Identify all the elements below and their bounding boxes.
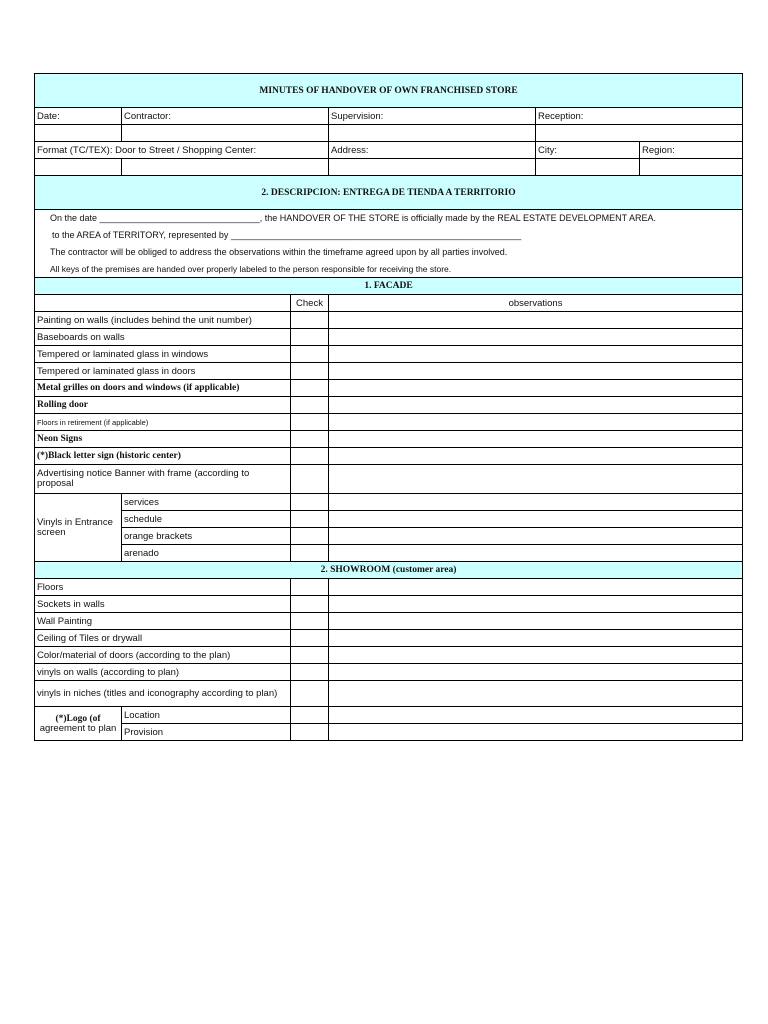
reception-label: Reception: [536,108,743,125]
observation-cell[interactable] [329,312,743,329]
handover-form [34,73,742,741]
region-field[interactable] [640,159,743,176]
facade-item: Painting on walls (includes behind the unit number) [35,312,291,329]
city-field[interactable] [536,159,640,176]
description-line-3: The contractor will be obliged to address the observations within the timeframe agreed upon by all parties involved. [35,244,743,261]
check-cell[interactable] [291,681,329,707]
facade-item: Tempered or laminated glass in doors [35,363,291,380]
description-line-1: On the date ________________________________, the HANDOVER OF THE STORE is officially made by the REAL ESTATE DEVELOPMENT AREA. [35,210,743,227]
vinyls-item: orange brackets [122,528,291,545]
check-cell[interactable] [291,647,329,664]
observation-cell[interactable] [329,494,743,511]
observation-cell[interactable] [329,707,743,724]
observation-cell[interactable] [329,579,743,596]
showroom-item: vinyls in niches (titles and iconography according to plan) [35,681,291,707]
observation-cell[interactable] [329,448,743,465]
observation-cell[interactable] [329,681,743,707]
observation-cell[interactable] [329,511,743,528]
check-cell[interactable] [291,465,329,494]
facade-item-header [35,295,291,312]
observation-cell[interactable] [329,414,743,431]
observation-cell[interactable] [329,380,743,397]
check-cell[interactable] [291,380,329,397]
observation-cell[interactable] [329,647,743,664]
observation-cell[interactable] [329,363,743,380]
facade-item: (*)Black letter sign (historic center) [35,448,291,465]
format-field[interactable] [35,159,122,176]
date-label: Date: [35,108,122,125]
observation-cell[interactable] [329,724,743,741]
observation-cell[interactable] [329,613,743,630]
check-cell[interactable] [291,431,329,448]
observation-cell[interactable] [329,630,743,647]
vinyls-item: schedule [122,511,291,528]
description-line-4: All keys of the premises are handed over properly labeled to the person responsible for receiving the store. [35,261,743,278]
logo-label-rest: agreement to plan [39,722,117,734]
check-cell[interactable] [291,494,329,511]
contractor-label: Contractor: [122,108,329,125]
observation-cell[interactable] [329,465,743,494]
check-cell[interactable] [291,346,329,363]
check-cell[interactable] [291,414,329,431]
check-cell[interactable] [291,329,329,346]
check-cell[interactable] [291,545,329,562]
city-label: City: [536,142,640,159]
observation-cell[interactable] [329,596,743,613]
format-field-2[interactable] [122,159,329,176]
region-label: Region: [640,142,743,159]
check-column-header: Check [291,295,329,312]
showroom-item: Sockets in walls [35,596,291,613]
facade-item: Rolling door [35,397,291,414]
check-cell[interactable] [291,664,329,681]
showroom-item: Wall Painting [35,613,291,630]
description-line-2: to the AREA of TERRITORY, represented by __________________________________________________________ [35,227,743,244]
observation-cell[interactable] [329,397,743,414]
form-table [34,73,743,741]
contractor-field[interactable] [122,125,329,142]
address-field[interactable] [329,159,536,176]
address-label: Address: [329,142,536,159]
check-cell[interactable] [291,511,329,528]
facade-item: Baseboards on walls [35,329,291,346]
observation-cell[interactable] [329,431,743,448]
vinyls-item: arenado [122,545,291,562]
showroom-item: Ceiling of Tiles or drywall [35,630,291,647]
format-label: Format (TC/TEX): Door to Street / Shopping Center: [35,142,329,159]
facade-section-title: 1. FACADE [35,278,743,295]
observation-cell[interactable] [329,664,743,681]
observation-cell[interactable] [329,346,743,363]
showroom-section-title: 2. SHOWROOM (customer area) [35,562,743,579]
form-title: MINUTES OF HANDOVER OF OWN FRANCHISED STORE [35,74,743,108]
check-cell[interactable] [291,707,329,724]
check-cell[interactable] [291,363,329,380]
vinyls-group-label: Vinyls in Entrance screen [35,494,122,562]
check-cell[interactable] [291,724,329,741]
facade-item: Tempered or laminated glass in windows [35,346,291,363]
description-section-title: 2. DESCRIPCION: ENTREGA DE TIENDA A TERRITORIO [35,176,743,210]
logo-label-bold: (*)Logo (of [55,713,101,724]
facade-item: Floors in retirement (if applicable) [35,414,291,431]
check-cell[interactable] [291,613,329,630]
check-cell[interactable] [291,579,329,596]
supervision-field[interactable] [329,125,536,142]
logo-item: Location [122,707,291,724]
date-field[interactable] [35,125,122,142]
facade-item: Metal grilles on doors and windows (if applicable) [35,380,291,397]
check-cell[interactable] [291,397,329,414]
facade-item: Neon Signs [35,431,291,448]
reception-field[interactable] [536,125,743,142]
showroom-item: vinyls on walls (according to plan) [35,664,291,681]
check-cell[interactable] [291,448,329,465]
check-cell[interactable] [291,596,329,613]
observation-cell[interactable] [329,329,743,346]
showroom-item: Floors [35,579,291,596]
supervision-label: Supervision: [329,108,536,125]
facade-item: Advertising notice Banner with frame (according to proposal [35,465,291,494]
logo-item: Provision [122,724,291,741]
vinyls-item: services [122,494,291,511]
observation-cell[interactable] [329,528,743,545]
observations-column-header: observations [329,295,743,312]
observation-cell[interactable] [329,545,743,562]
check-cell[interactable] [291,528,329,545]
logo-group-label [35,707,122,741]
check-cell[interactable] [291,312,329,329]
showroom-item: Color/material of doors (according to the plan) [35,647,291,664]
check-cell[interactable] [291,630,329,647]
